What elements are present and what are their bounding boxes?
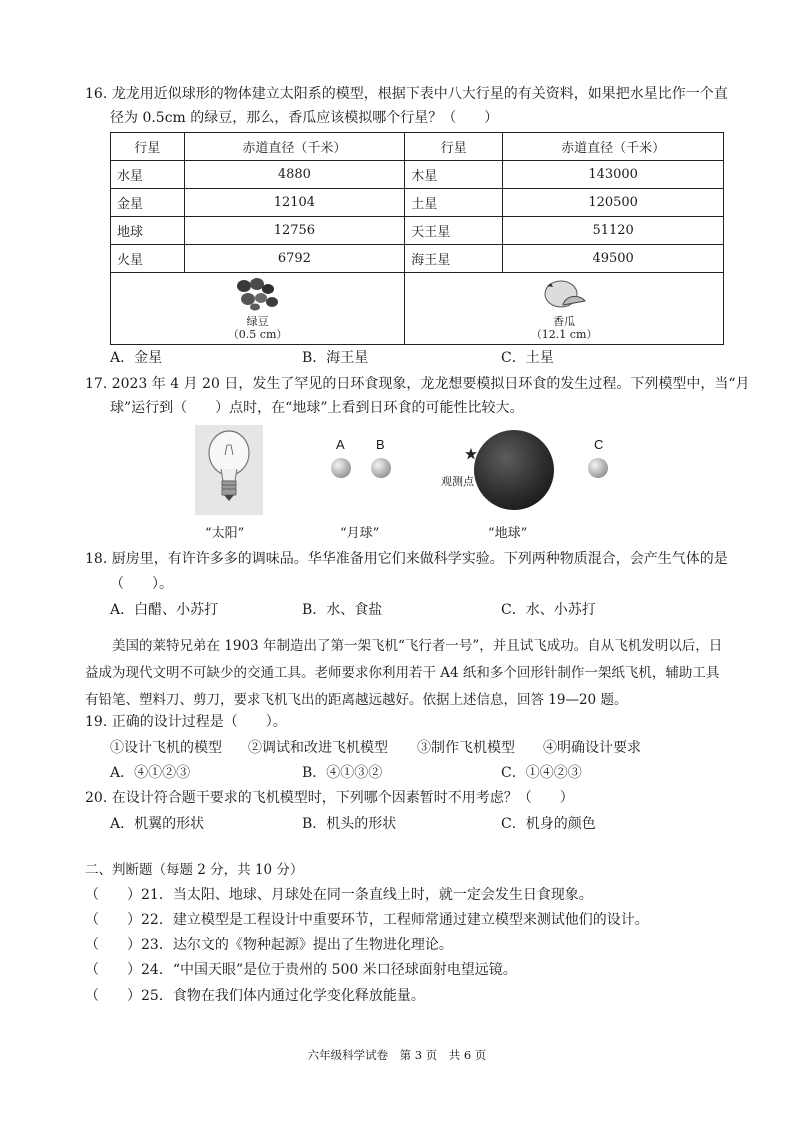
table-row — [111, 217, 724, 245]
moon-position-a — [331, 458, 351, 478]
table-header: 行星 — [405, 133, 503, 161]
judge-item-21: （ ）21．当太阳、地球、月球处在同一条直线上时，就一定会发生日食现象。 — [85, 887, 593, 903]
sun-caption: “太阳” — [205, 526, 245, 541]
table-cell: 海王星 — [405, 245, 503, 273]
q20-stem: 20. 在设计符合题干要求的飞机模型时，下列哪个因素暂时不用考虑？（ ） — [85, 790, 574, 806]
q18-stem-line2: （ ）。 — [110, 576, 173, 592]
q18-option-b: B．水、食盐 — [302, 602, 383, 618]
q19-step-4: ④明确设计要求 — [543, 740, 641, 756]
table-cell: 火星 — [111, 245, 185, 273]
observation-star-icon — [465, 448, 477, 460]
judge-item-23: （ ）23．达尔文的《物种起源》提出了生物进化理论。 — [85, 937, 453, 953]
earth-caption: “地球” — [488, 526, 528, 541]
mung-bean-size: （0.5 cm） — [227, 328, 288, 342]
table-image-row — [111, 273, 724, 345]
q17-stem-line2: 球”运行到（ ）点时，在“地球”上看到日环食的可能性比较大。 — [110, 400, 524, 416]
sun-bulb-image — [195, 425, 263, 515]
table-row — [111, 189, 724, 217]
light-bulb-icon — [195, 425, 263, 515]
melon-label: 香瓜 — [553, 314, 576, 328]
judge-item-24: （ ）24．“中国天眼”是位于贵州的 500 米口径球面射电望远镜。 — [85, 962, 517, 978]
q18-option-c: C．水、小苏打 — [501, 602, 596, 618]
table-cell: 143000 — [503, 161, 724, 189]
q19-option-a: A．④①②③ — [110, 765, 191, 781]
q19-step-3: ③制作飞机模型 — [417, 740, 515, 756]
judge-item-25: （ ）25．食物在我们体内通过化学变化释放能量。 — [85, 988, 425, 1004]
point-a-label: A — [336, 437, 345, 452]
table-row — [111, 245, 724, 273]
moon-caption: “月球” — [340, 526, 380, 541]
q20-option-b: B．机头的形状 — [302, 816, 397, 832]
table-header: 赤道直径（千米） — [503, 133, 724, 161]
q16-option-c: C．土星 — [501, 350, 554, 366]
table-cell: 金星 — [111, 189, 185, 217]
q19-stem: 19. 正确的设计过程是（ ）。 — [85, 714, 287, 730]
table-cell: 4880 — [184, 161, 405, 189]
q19-option-b: B．④①③② — [302, 765, 383, 781]
judge-item-22: （ ）22．建立模型是工程设计中重要环节，工程师常通过建立模型来测试他们的设计。 — [85, 912, 649, 928]
table-cell: 水星 — [111, 161, 185, 189]
q16-stem-line2: 径为 0.5cm 的绿豆，那么，香瓜应该模拟哪个行星？（ ） — [110, 110, 499, 126]
q18-stem-line1: 18. 厨房里，有许许多多的调味品。华华准备用它们来做科学实验。下列两种物质混合，会产生气体的是 — [85, 551, 728, 567]
table-cell: 6792 — [184, 245, 405, 273]
point-c-label: C — [594, 437, 604, 452]
table-cell: 120500 — [503, 189, 724, 217]
q20-option-a: A．机翼的形状 — [110, 816, 205, 832]
passage-text: 美国的莱特兄弟在 1903 年制造出了第一架飞机“飞行者一号”，并且试飞成功。自从飞机发明以后，日益成为现代文明不可缺少的交通工具。老师要求你利用若干 A4 纸和多个回形针制作一架纸飞机，辅助工具有铅笔、塑料刀、剪刀，要求飞机飞出的距离越远越好。依据上述信息，回答 19—20 题。 — [85, 638, 723, 708]
mung-bean-label: 绿豆 — [246, 314, 269, 328]
mung-bean-icon — [235, 277, 281, 311]
q16-stem-line1: 16. 龙龙用近似球形的物体建立太阳系的模型，根据下表中八大行星的有关资料，如果把水星比作一个直 — [85, 86, 728, 102]
q16-option-b: B．海王星 — [302, 350, 369, 366]
q19-step-1: ①设计飞机的模型 — [110, 740, 222, 756]
observation-point-label: 观测点 — [441, 475, 474, 488]
table-cell: 12756 — [184, 217, 405, 245]
table-row — [111, 161, 724, 189]
mung-bean-cell — [111, 273, 405, 345]
point-b-label: B — [376, 437, 385, 452]
melon-cell — [405, 273, 724, 345]
table-cell: 51120 — [503, 217, 724, 245]
page-footer: 六年级科学试卷 第 3 页 共 6 页 — [307, 1048, 487, 1062]
table-cell: 49500 — [503, 245, 724, 273]
melon-icon — [541, 279, 587, 311]
melon-size: （12.1 cm） — [530, 328, 598, 342]
q19-step-2: ②调试和改进飞机模型 — [248, 740, 388, 756]
moon-position-b — [371, 458, 391, 478]
table-cell: 地球 — [111, 217, 185, 245]
earth-globe — [474, 430, 554, 510]
q17-stem-line1: 17. 2023 年 4 月 20 日，发生了罕见的日环食现象，龙龙想要模拟日环食的发生过程。下列模型中，当“月 — [85, 376, 750, 392]
table-cell: 天王星 — [405, 217, 503, 245]
moon-position-c — [588, 458, 608, 478]
q16-option-a: A．金星 — [110, 350, 163, 366]
table-cell: 土星 — [405, 189, 503, 217]
table-cell: 12104 — [184, 189, 405, 217]
table-header: 行星 — [111, 133, 185, 161]
table-cell: 木星 — [405, 161, 503, 189]
q19-option-c: C．①④②③ — [501, 765, 582, 781]
table-header: 赤道直径（千米） — [184, 133, 405, 161]
planet-table — [110, 132, 724, 345]
section-2-title: 二、判断题（每题 2 分，共 10 分） — [85, 862, 304, 878]
q18-option-a: A．白醋、小苏打 — [110, 602, 219, 618]
q20-option-c: C．机身的颜色 — [501, 816, 596, 832]
table-header-row — [111, 133, 724, 161]
